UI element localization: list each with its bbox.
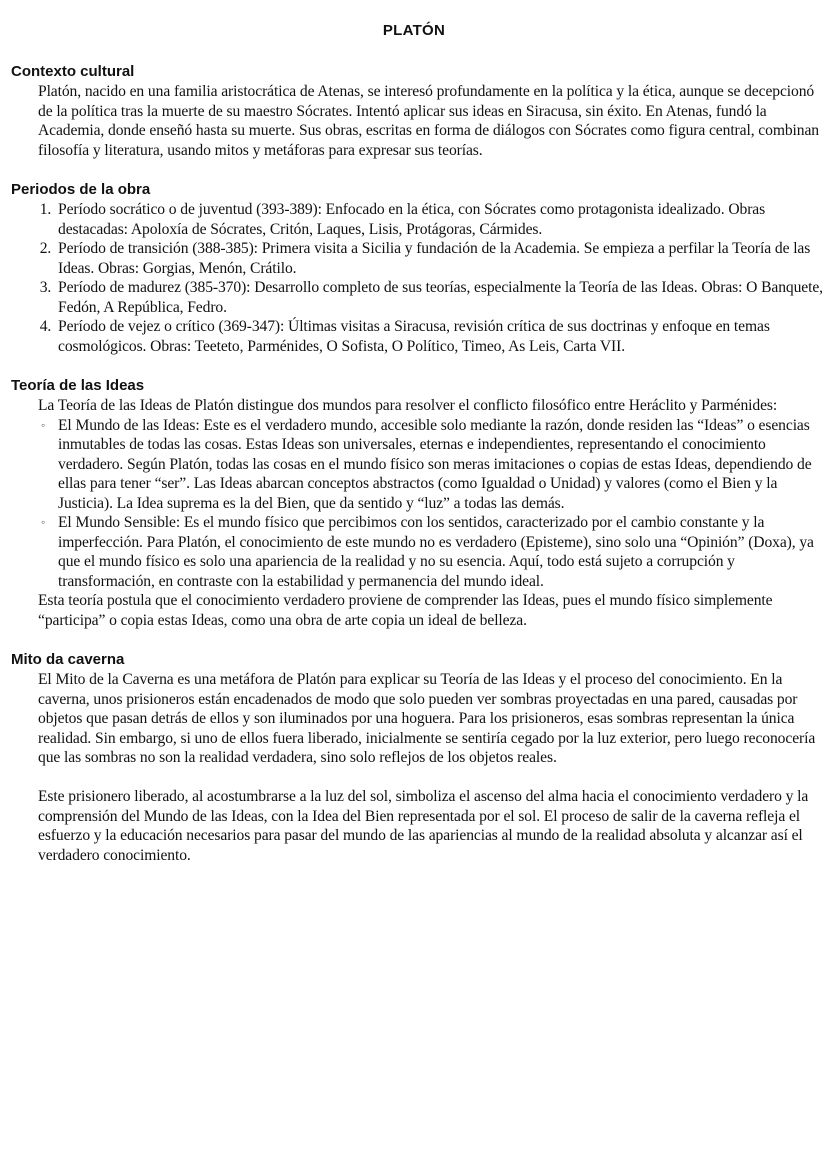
worlds-list (11, 416, 823, 592)
list-item: 2. Período de transición (388-385): Primera visita a Sicilia y fundación de la Academia. Se empieza a perfilar la Teoría de las Ideas. Obras: Gorgias, Menón, Crátilo. (55, 239, 823, 278)
list-item: 4. Período de vejez o crítico (369-347): Últimas visitas a Siracusa, revisión crítica de sus doctrinas y enfoque en temas cosmológicos. Obras: Teeteto, Parménides, O Sofista, O Político, Timeo, As Leis, Carta VII. (55, 317, 823, 356)
paragraph: Este prisionero liberado, al acostumbrarse a la luz del sol, simboliza el ascenso del alma hacia el conocimiento verdadero y la comprensión del Mundo de las Ideas, con la Idea del Bien representada por el sol. El proceso de salir de la caverna refleja el esfuerzo y la educación necesarios para pasar del mundo de las apariencias al mundo de la realidad absoluta y alcanzar así el verdadero conocimiento. (38, 788, 809, 864)
section-mito-caverna (11, 650, 823, 865)
section-heading: Contexto cultural (11, 63, 135, 80)
section-teoria-ideas (11, 376, 823, 630)
document-title: PLATÓN (382, 22, 446, 39)
section-contexto-cultural (11, 62, 823, 160)
paragraph: La Teoría de las Ideas de Platón distingue dos mundos para resolver el conflicto filosófico entre Heráclito y Parménides: (38, 397, 778, 414)
list-item: 3. Período de madurez (385-370): Desarrollo completo de sus teorías, especialmente la Teoría de las Ideas. Obras: O Banquete, Fedón, A República, Fedro. (55, 278, 823, 317)
section-heading: Periodos de la obra (11, 181, 151, 198)
section-heading: Teoría de las Ideas (11, 377, 145, 394)
section-heading: Mito da caverna (11, 651, 125, 668)
paragraph: El Mito de la Caverna es una metáfora de Platón para explicar su Teoría de las Ideas y el proceso del conocimiento. En la caverna, unos prisioneros están encadenados de modo que solo pueden ver sombras proyectadas en una pared, causadas por objetos que pasan detrás de ellos y son iluminados por una hoguera. Para los prisioneros, esas sombras representan la única realidad. Sin embargo, si uno de ellos fuera liberado, inicialmente se sentiría cegado por la luz exterior, pero luego reconocería que las sombras no son la realidad verdadera, sino solo reflejos de los objetos reales. (38, 671, 816, 766)
list-item: 1. Período socrático o de juventud (393-389): Enfocado en la ética, con Sócrates como protagonista idealizado. Obras destacadas: Apoloxía de Sócrates, Critón, Laques, Lisis, Protágoras, Cármides. (55, 200, 823, 239)
list-item: ◦ El Mundo Sensible: Es el mundo físico que percibimos con los sentidos, caracterizado por el cambio constante y la imperfección. Para Platón, el conocimiento de este mundo no es verdadero (Episteme), sino solo una “Opinión” (Doxa), ya que el mundo físico es solo una apariencia de la realidad y no su esencia. Aquí, todo está sujeto a corrupción y transformación, en contraste con la estabilidad y permanencia del mundo ideal. (58, 513, 823, 591)
paragraph: Platón, nacido en una familia aristocrática de Atenas, se interesó profundamente en la política y la ética, aunque se decepcionó de la política tras la muerte de su maestro Sócrates. Intentó aplicar sus ideas en Siracusa, sin éxito. En Atenas, fundó la Academia, donde enseñó hasta su muerte. Sus obras, escritas en forma de diálogos con Sócrates como figura central, combinan filosofía y literatura, usando mitos y metáforas para expresar sus teorías. (38, 83, 819, 159)
paragraph: Esta teoría postula que el conocimiento verdadero proviene de comprender las Ideas, pues el mundo físico simplemente “participa” o copia estas Ideas, como una obra de arte copia un ideal de belleza. (38, 592, 773, 629)
document-body (11, 62, 823, 885)
list-item: ◦ El Mundo de las Ideas: Este es el verdadero mundo, accesible solo mediante la razón, donde residen las “Ideas” o esencias inmutables de todas las cosas. Estas Ideas son universales, eternas e independientes, representando el conocimiento verdadero. Según Platón, todas las cosas en el mundo físico son meras imitaciones o copias de estas Ideas, dependiendo de ellas para tener “ser”. Las Ideas abarcan conceptos abstractos (como Igualdad o Unidad) y valores (como el Bien y la Justicia). La Idea suprema es la del Bien, que da sentido y “luz” a todas las demás. (58, 416, 823, 514)
periods-list (11, 200, 823, 356)
section-periodos (11, 180, 823, 356)
